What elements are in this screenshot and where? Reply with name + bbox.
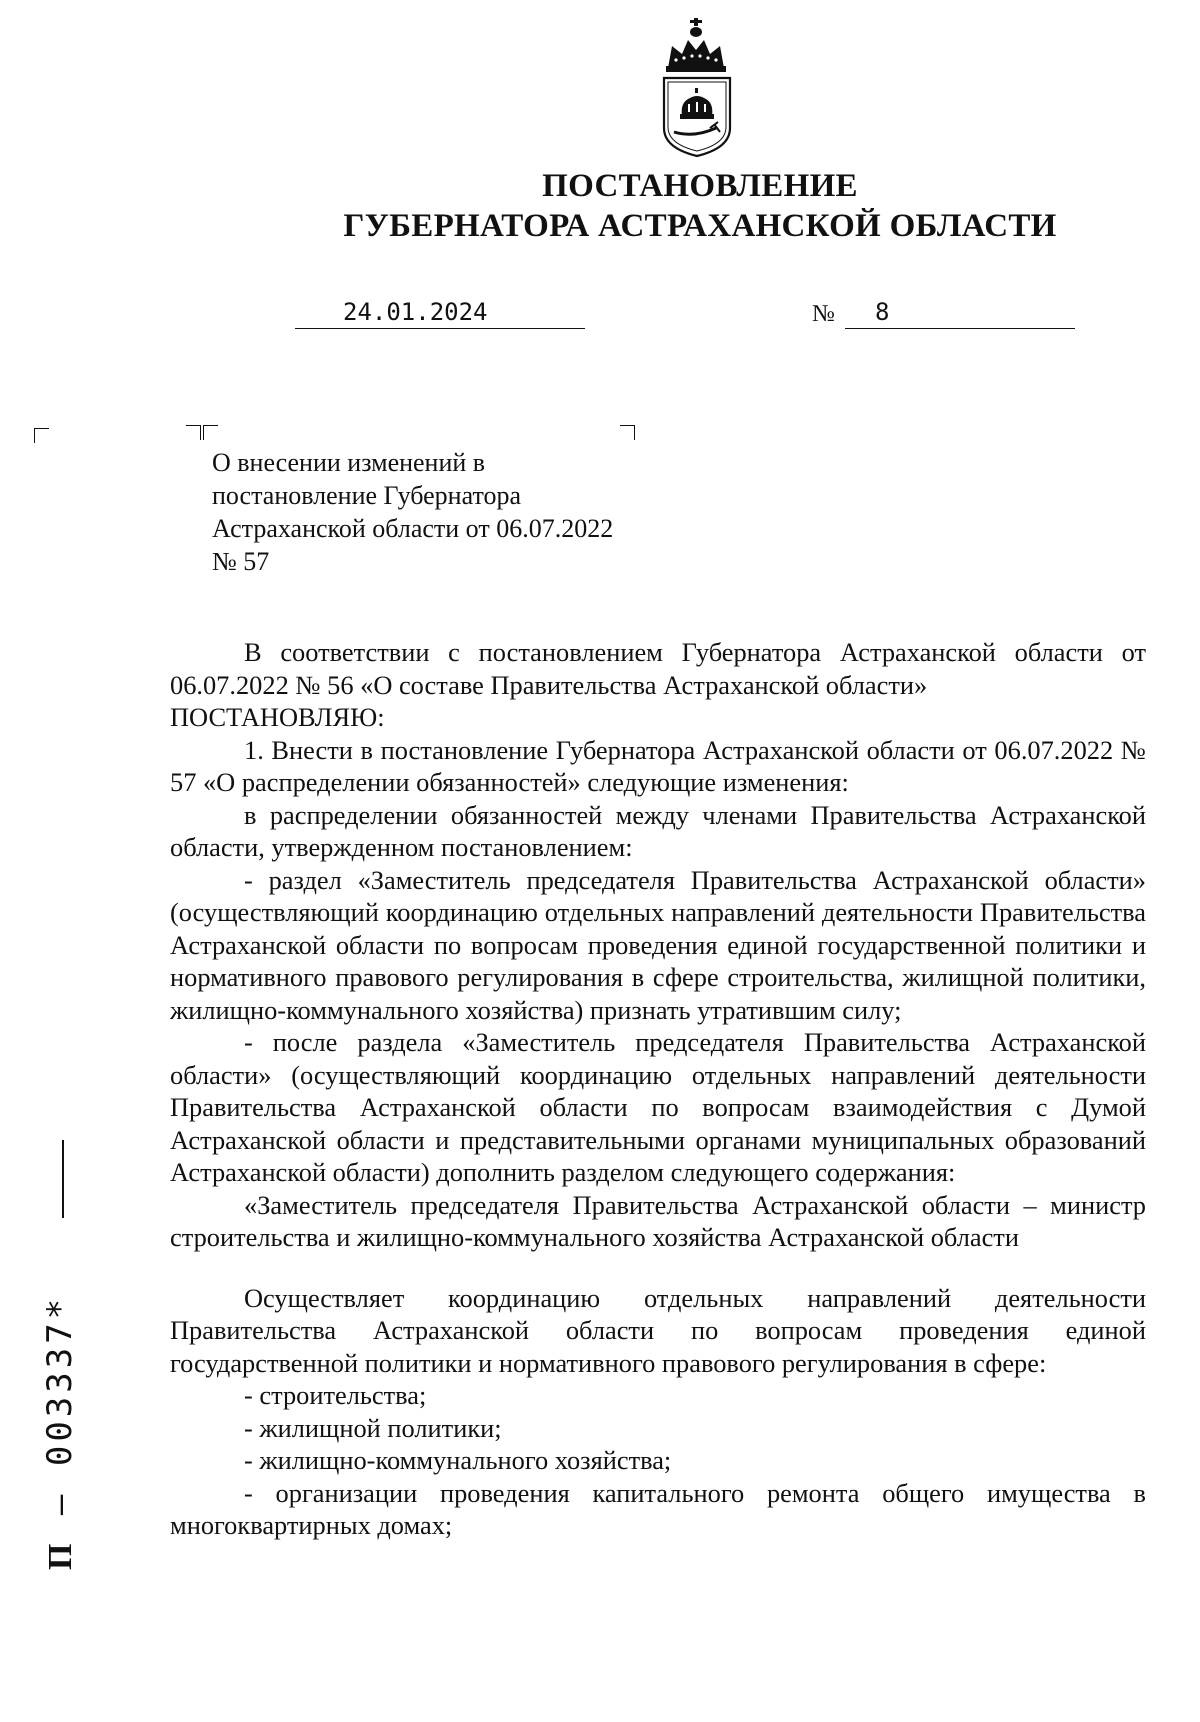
paragraph-coordination: Осуществляет координацию отдельных направлений деятельности Правительства Астраханской области по вопросам проведения единой государственной политики и нормативного правового регулирования в сфере:	[170, 1282, 1146, 1378]
margin-line	[62, 1140, 64, 1218]
coat-of-arms-icon	[650, 10, 750, 160]
paragraph-decree: ПОСТАНОВЛЯЮ:	[170, 702, 385, 732]
paragraph-repeal: - раздел «Заместитель председателя Правительства Астраханской области» (осуществляющий координацию отдельных направлений деятельности Правительства Астраханской области по вопросам проведения единой государственной политики и нормативного правового регулирования в сфере строительства, жилищной политики, жилищно-коммунального хозяйства) признать утратившим силу;	[170, 864, 1146, 1025]
list-item: - жилищно-коммунального хозяйства;	[244, 1445, 672, 1475]
list-item: - жилищной политики;	[244, 1412, 502, 1443]
registration-code	[40, 1240, 80, 1570]
paragraph-basis: В соответствии с постановлением Губернатора Астраханской области от 06.07.2022 № 56 «О составе Правительства Астраханской области»	[170, 637, 1146, 700]
paragraph-distribution: в распределении обязанностей между членами Правительства Астраханской области, утвержденном постановлением:	[170, 799, 1146, 862]
corner-mark-top-left-inner-a	[186, 425, 201, 440]
document-title-line-2: ГУБЕРНАТОРА АСТРАХАНСКОЙ ОБЛАСТИ	[343, 208, 1057, 244]
document-body	[170, 636, 1146, 1542]
paragraph-item-1: 1. Внести в постановление Губернатора Астраханской области от 06.07.2022 № 57 «О распределении обязанностей» следующие изменения:	[170, 734, 1146, 797]
document-date: 24.01.2024	[295, 299, 585, 329]
document-title-line-1: ПОСТАНОВЛЕНИЕ	[542, 168, 858, 204]
corner-mark-top-left-inner-b	[203, 425, 218, 440]
paragraph-addition: - после раздела «Заместитель председателя Правительства Астраханской области» (осуществляющий координацию отдельных направлений деятельности Правительства Астраханской области по вопросам взаимодействия с Думой Астраханской области и представительными органами муниципальных образований Астраханской области) дополнить разделом следующего содержания:	[170, 1027, 1146, 1187]
corner-mark-top-right	[620, 425, 635, 440]
list-item: - строительства;	[244, 1380, 427, 1410]
corner-mark-top-left	[34, 428, 49, 443]
document-number: 8	[845, 299, 1075, 329]
registration-code-number: – 003337*	[40, 1294, 80, 1540]
list-item: - организации проведения капитального ремонта общего имущества в многоквартирных домах;	[170, 1477, 1146, 1540]
document-subject: О внесении изменений в постановление Губернатора Астраханской области от 06.07.2022 № 57	[212, 448, 614, 576]
registration-code-prefix: П	[42, 1539, 79, 1570]
paragraph-section-title: «Заместитель председателя Правительства Астраханской области – министр строительства и жилищно-коммунального хозяйства Астраханской области	[170, 1189, 1146, 1252]
number-sign: №	[812, 301, 835, 327]
